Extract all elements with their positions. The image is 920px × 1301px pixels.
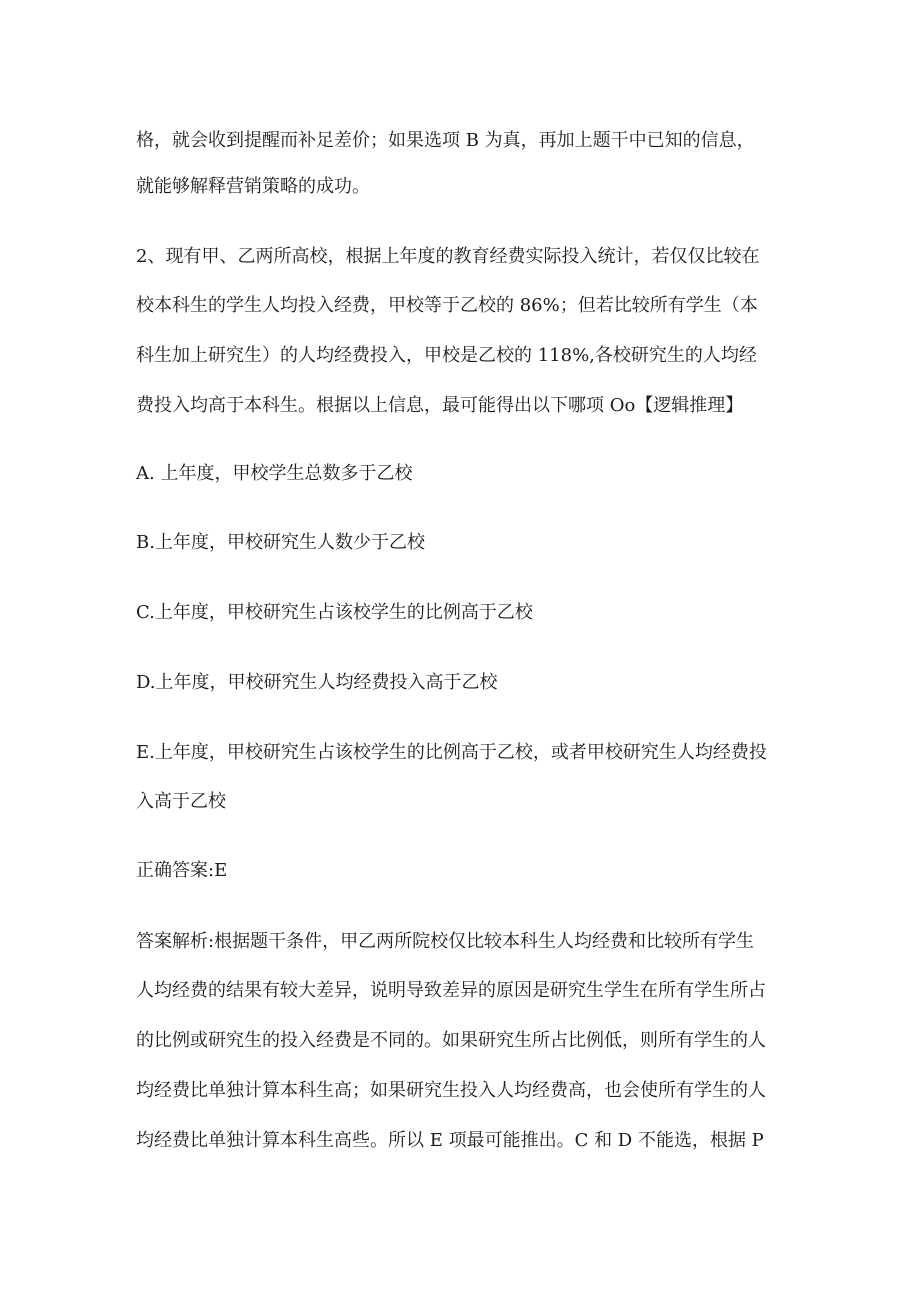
option-b: B.上年度，甲校研究生人数少于乙校 [136, 532, 425, 553]
analysis-line-2: 人均经费的结果有较大差异，说明导致差异的原因是研究生学生在所有学生所占 [136, 980, 766, 1001]
question-line-4: 费投入均高于本科生。根据以上信息，最可能得出以下哪项 Oo【逻辑推理】 [136, 395, 744, 416]
analysis-line-4: 均经费比单独计算本科生高；如果研究生投入人均经费高，也会使所有学生的人 [136, 1080, 766, 1101]
analysis-line-1: 答案解析:根据题干条件，甲乙两所院校仅比较本科生人均经费和比较所有学生 [136, 931, 755, 952]
question-line-2: 校本科生的学生人均投入经费，甲校等于乙校的 86%；但若比较所有学生（本 [136, 295, 758, 316]
intro-line-1: 格，就会收到提醒而补足差价；如果选项 B 为真，再加上题干中已知的信息， [136, 130, 755, 151]
option-e-line-1: E.上年度，甲校研究生占该校学生的比例高于乙校，或者甲校研究生人均经费投 [136, 742, 767, 763]
question-line-3: 科生加上研究生）的人均经费投入，甲校是乙校的 118%,各校研究生的人均经 [136, 345, 757, 366]
intro-line-2: 就能够解释营销策略的成功。 [136, 176, 370, 197]
correct-answer: 正确答案:E [136, 860, 228, 881]
option-c: C.上年度，甲校研究生占该校学生的比例高于乙校 [136, 602, 533, 623]
question-line-1: 2、现有甲、乙两所高校，根据上年度的教育经费实际投入统计，若仅仅比较在 [136, 246, 760, 267]
analysis-line-5: 均经费比单独计算本科生高些。所以 E 项最可能推出。C 和 D 不能选，根据 P [136, 1130, 764, 1151]
option-e-line-2: 入高于乙校 [136, 791, 226, 812]
option-a: A. 上年度，甲校学生总数多于乙校 [136, 463, 413, 484]
analysis-line-3: 的比例或研究生的投入经费是不同的。如果研究生所占比例低，则所有学生的人 [136, 1030, 766, 1051]
option-d: D.上年度，甲校研究生人均经费投入高于乙校 [136, 672, 498, 693]
